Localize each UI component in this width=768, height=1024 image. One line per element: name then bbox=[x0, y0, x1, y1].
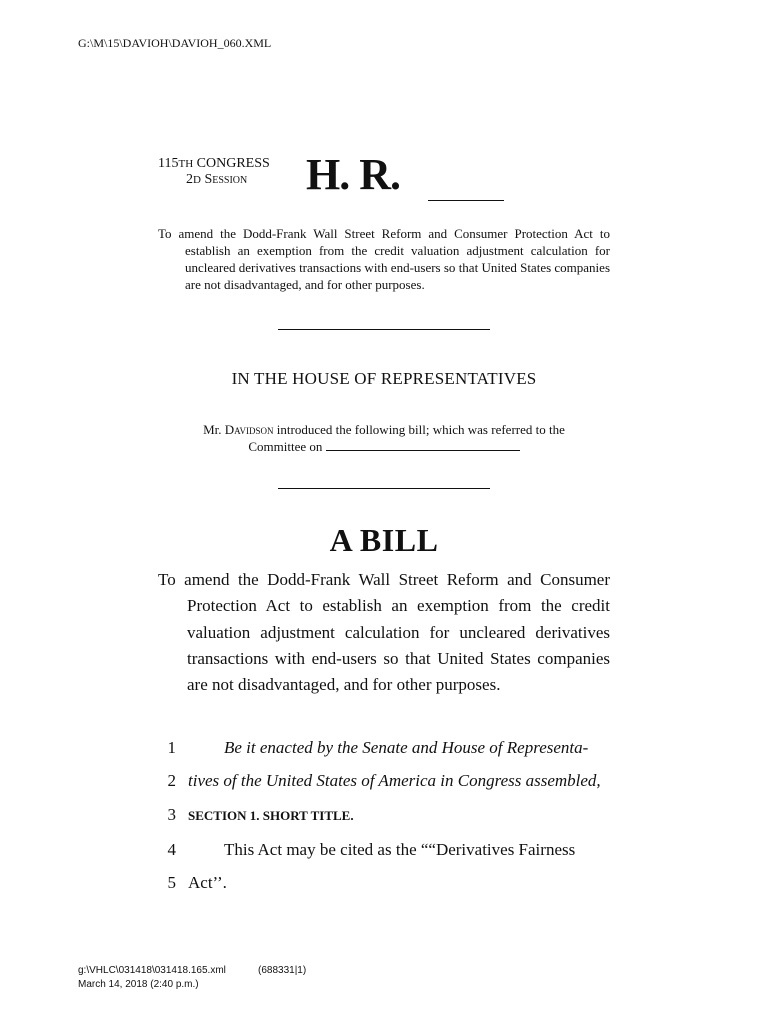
bill-heading: A BILL bbox=[329, 522, 439, 558]
congress-label bbox=[158, 156, 270, 172]
line-number: 3 bbox=[167, 805, 176, 824]
section-heading: SECTION 1. SHORT TITLE. bbox=[188, 808, 354, 823]
session-label bbox=[186, 172, 247, 188]
section-text-line: This Act may be cited as the ““Derivatives Fairness bbox=[224, 840, 576, 859]
line-number: 2 bbox=[167, 771, 176, 790]
house-heading: IN THE HOUSE OF REPRESENTATIVES bbox=[231, 369, 537, 388]
divider-rule bbox=[278, 488, 490, 489]
bill-type: H. R. bbox=[306, 150, 400, 199]
footer-id: (688331|1) bbox=[258, 965, 307, 976]
session-word: Session bbox=[204, 172, 248, 187]
enacting-clause-line: tives of the United States of America in Congress assembled, bbox=[188, 771, 601, 790]
congress-suffix: TH bbox=[178, 158, 194, 170]
session-number: 2 bbox=[186, 172, 193, 187]
committee-label: Committee on bbox=[248, 439, 323, 454]
line-number: 1 bbox=[167, 738, 176, 757]
introduction-statement bbox=[180, 421, 588, 455]
member-prefix: Mr. bbox=[203, 422, 222, 437]
congress-number: 115 bbox=[158, 156, 179, 171]
long-purpose: To amend the Dodd-Frank Wall Street Reform and Consumer Protection Act to establish an exemption from the credit valuation adjustment calculation for uncleared derivatives transactions with end-users so that United States companies are not disadvantaged, and for other purposes. bbox=[158, 570, 610, 695]
divider-rule bbox=[278, 329, 490, 330]
line-number: 5 bbox=[167, 873, 176, 892]
enacting-clause-line: Be it enacted by the Senate and House of Representa- bbox=[224, 738, 589, 757]
section-text-line: Act’’. bbox=[188, 873, 227, 892]
short-purpose: To amend the Dodd-Frank Wall Street Reform and Consumer Protection Act to establish an exemption from the credit valuation adjustment calculation for uncleared derivatives transactions with end-users so that United States companies are not disadvantaged, and for other purposes. bbox=[158, 226, 610, 292]
member-name: Davidson bbox=[224, 422, 274, 437]
line-number: 4 bbox=[167, 840, 176, 859]
footer-file: g:\VHLC\031418\031418.165.xml bbox=[78, 965, 226, 976]
document-path: G:\M\15\DAVIOH\DAVIOH_060.XML bbox=[78, 36, 272, 50]
committee-blank bbox=[326, 439, 520, 451]
footer-date: March 14, 2018 (2:40 p.m.) bbox=[78, 979, 199, 990]
intro-text: introduced the following bill; which was referred to the bbox=[276, 422, 565, 437]
session-suffix: D bbox=[193, 174, 201, 186]
congress-word: CONGRESS bbox=[196, 156, 270, 171]
bill-number-blank bbox=[428, 200, 504, 201]
